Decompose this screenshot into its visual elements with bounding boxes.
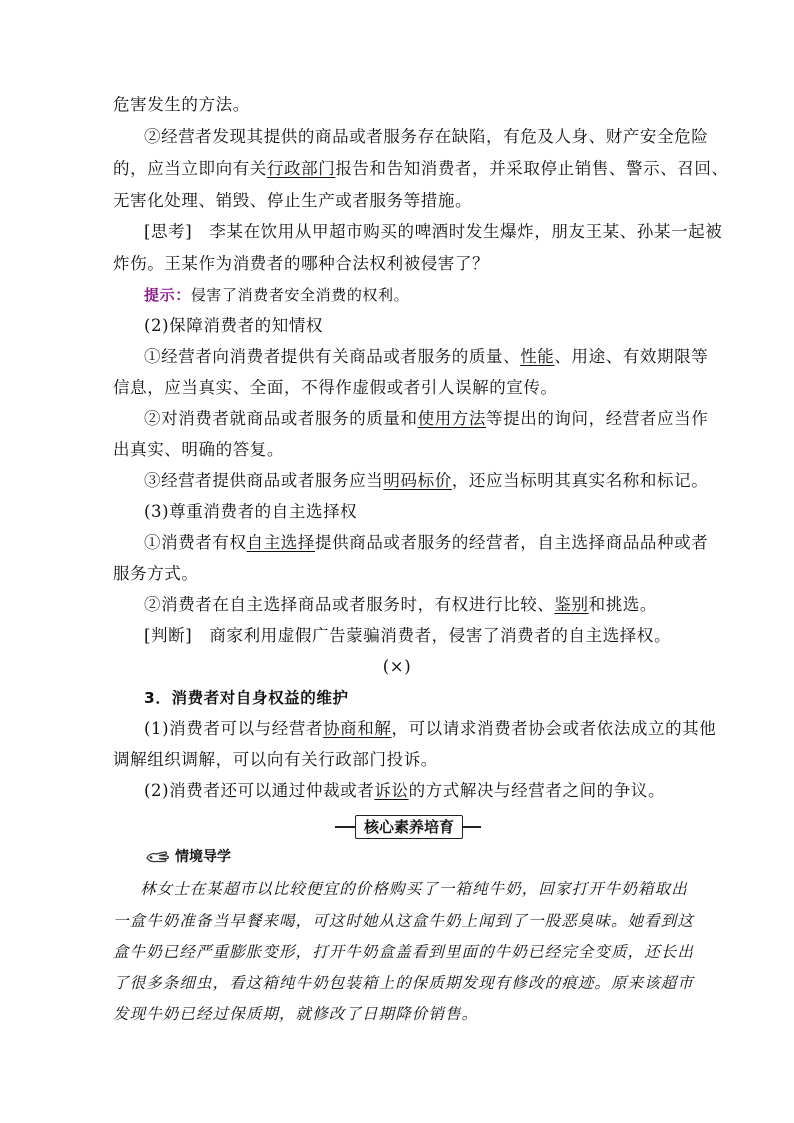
- line-text: 的，应当立即向有关: [113, 159, 267, 178]
- text-line: [113, 564, 199, 584]
- hint-label: 提示：: [144, 286, 191, 304]
- text-line: [113, 159, 729, 179]
- line-text: 提供商品或者服务的经营者，自主选择商品品种或者: [315, 533, 709, 552]
- line-text: (1)消费者可以与经营者: [144, 719, 324, 738]
- line-text: (×): [382, 657, 412, 676]
- hint-line: [144, 285, 409, 305]
- line-text: ，还应当标明其真实名称和标记。: [451, 471, 709, 490]
- guide-label: 情境导学: [175, 849, 231, 865]
- section-banner: [335, 815, 481, 839]
- hint-text: 侵害了消费者安全消费的权利。: [190, 286, 410, 304]
- guide-heading: [145, 845, 231, 867]
- line-text: 报告和告知消费者，并采取停止销售、警示、召回、: [335, 159, 729, 178]
- line-text: ③经营者提供商品或者服务应当: [144, 471, 384, 490]
- case-line: [113, 1004, 478, 1024]
- line-text: ②消费者在自主选择商品或者服务时，有权进行比较、: [144, 595, 555, 614]
- line-text: 信息，应当真实、全面，不得作虚假或者引人误解的宣传。: [113, 378, 558, 397]
- underlined-keyword: 诉讼: [374, 781, 409, 800]
- text-line: [144, 409, 708, 429]
- text-line: [144, 595, 657, 615]
- line-text: (3)尊重消费者的自主选择权: [144, 502, 358, 521]
- line-text: 调解组织调解，可以向有关行政部门投诉。: [113, 750, 438, 769]
- line-text: ②对消费者就商品或者服务的质量和: [144, 409, 418, 428]
- judgment-answer: [0, 657, 794, 677]
- line-text: 和挑选。: [588, 595, 658, 614]
- line-text: 无害化处理、销毁、停止生产或者服务等措施。: [113, 191, 473, 210]
- line-text: 林女士在某超市以比较便宜的价格购买了一箱纯牛奶，回家打开牛奶箱取出: [140, 880, 688, 898]
- case-line: [140, 879, 688, 899]
- line-text: ②经营者发现其提供的商品或者服务存在缺陷，有危及人身、财产安全危险: [144, 127, 709, 146]
- line-text: 、用途、有效期限等: [554, 347, 709, 366]
- subheading: [144, 502, 357, 522]
- line-text: 盒牛奶已经严重膨胀变形，打开牛奶盒盖看到里面的牛奶已经完全变质，还长出: [113, 943, 695, 961]
- line-text: 的方式解决与经营者之间的争议。: [408, 781, 666, 800]
- text-line: [144, 347, 708, 367]
- line-text: (2)消费者还可以通过仲裁或者: [144, 781, 375, 800]
- text-line: [144, 533, 708, 553]
- text-line: [113, 378, 558, 398]
- line-text: 出真实、明确的答复。: [113, 440, 284, 459]
- text-line: [113, 440, 284, 460]
- text-line: [113, 95, 250, 115]
- judgment-question: [144, 626, 671, 646]
- case-line: [113, 911, 694, 931]
- subheading: [144, 316, 323, 336]
- line-text: 3．消费者对自身权益的维护: [144, 689, 349, 707]
- think-question: [144, 222, 722, 242]
- underlined-keyword: 行政部门: [266, 159, 336, 178]
- line-text: [思考] 李某在饮用从甲超市购买的啤酒时发生爆炸，朋友王某、孙某一起被: [144, 222, 723, 241]
- text-line: [113, 191, 472, 211]
- text-line: [144, 127, 708, 147]
- text-line: [113, 750, 438, 770]
- underlined-keyword: 性能: [520, 347, 555, 366]
- text-line: [144, 471, 708, 491]
- text-line: [113, 254, 489, 274]
- text-line: [144, 719, 716, 739]
- hand-pointer-icon: [145, 846, 171, 866]
- line-text: ①消费者有权: [144, 533, 247, 552]
- banner-rule-right: [461, 826, 481, 828]
- case-line: [113, 973, 694, 993]
- line-text: 了很多条细虫，看这箱纯牛奶包装箱上的保质期发现有修改的痕迹。原来该超市: [113, 974, 695, 992]
- banner-rule-left: [335, 826, 355, 828]
- line-text: 发现牛奶已经过保质期，就修改了日期降价销售。: [113, 1005, 479, 1023]
- line-text: 一盒牛奶准备当早餐来喝，可这时她从这盒牛奶上闻到了一股恶臭味。她看到这: [113, 912, 695, 930]
- underlined-keyword: 自主选择: [246, 533, 316, 552]
- line-text: ，可以请求消费者协会或者依法成立的其他: [391, 719, 717, 738]
- line-text: 等提出的询问，经营者应当作: [486, 409, 709, 428]
- case-line: [113, 942, 694, 962]
- underlined-keyword: 鉴别: [554, 595, 589, 614]
- line-text: (2)保障消费者的知情权: [144, 316, 324, 335]
- line-text: 危害发生的方法。: [113, 95, 250, 114]
- underlined-keyword: 协商和解: [323, 719, 392, 738]
- underlined-keyword: 使用方法: [417, 409, 487, 428]
- line-text: [判断] 商家利用虚假广告蒙骗消费者，侵害了消费者的自主选择权。: [144, 626, 672, 645]
- underlined-keyword: 明码标价: [383, 471, 452, 490]
- text-line: [144, 781, 665, 801]
- section-heading: [144, 688, 349, 708]
- line-text: 炸伤。王某作为消费者的哪种合法权利被侵害了？: [113, 254, 490, 273]
- line-text: ①经营者向消费者提供有关商品或者服务的质量、: [144, 347, 521, 366]
- banner-title: 核心素养培育: [355, 815, 463, 839]
- line-text: 服务方式。: [113, 564, 199, 583]
